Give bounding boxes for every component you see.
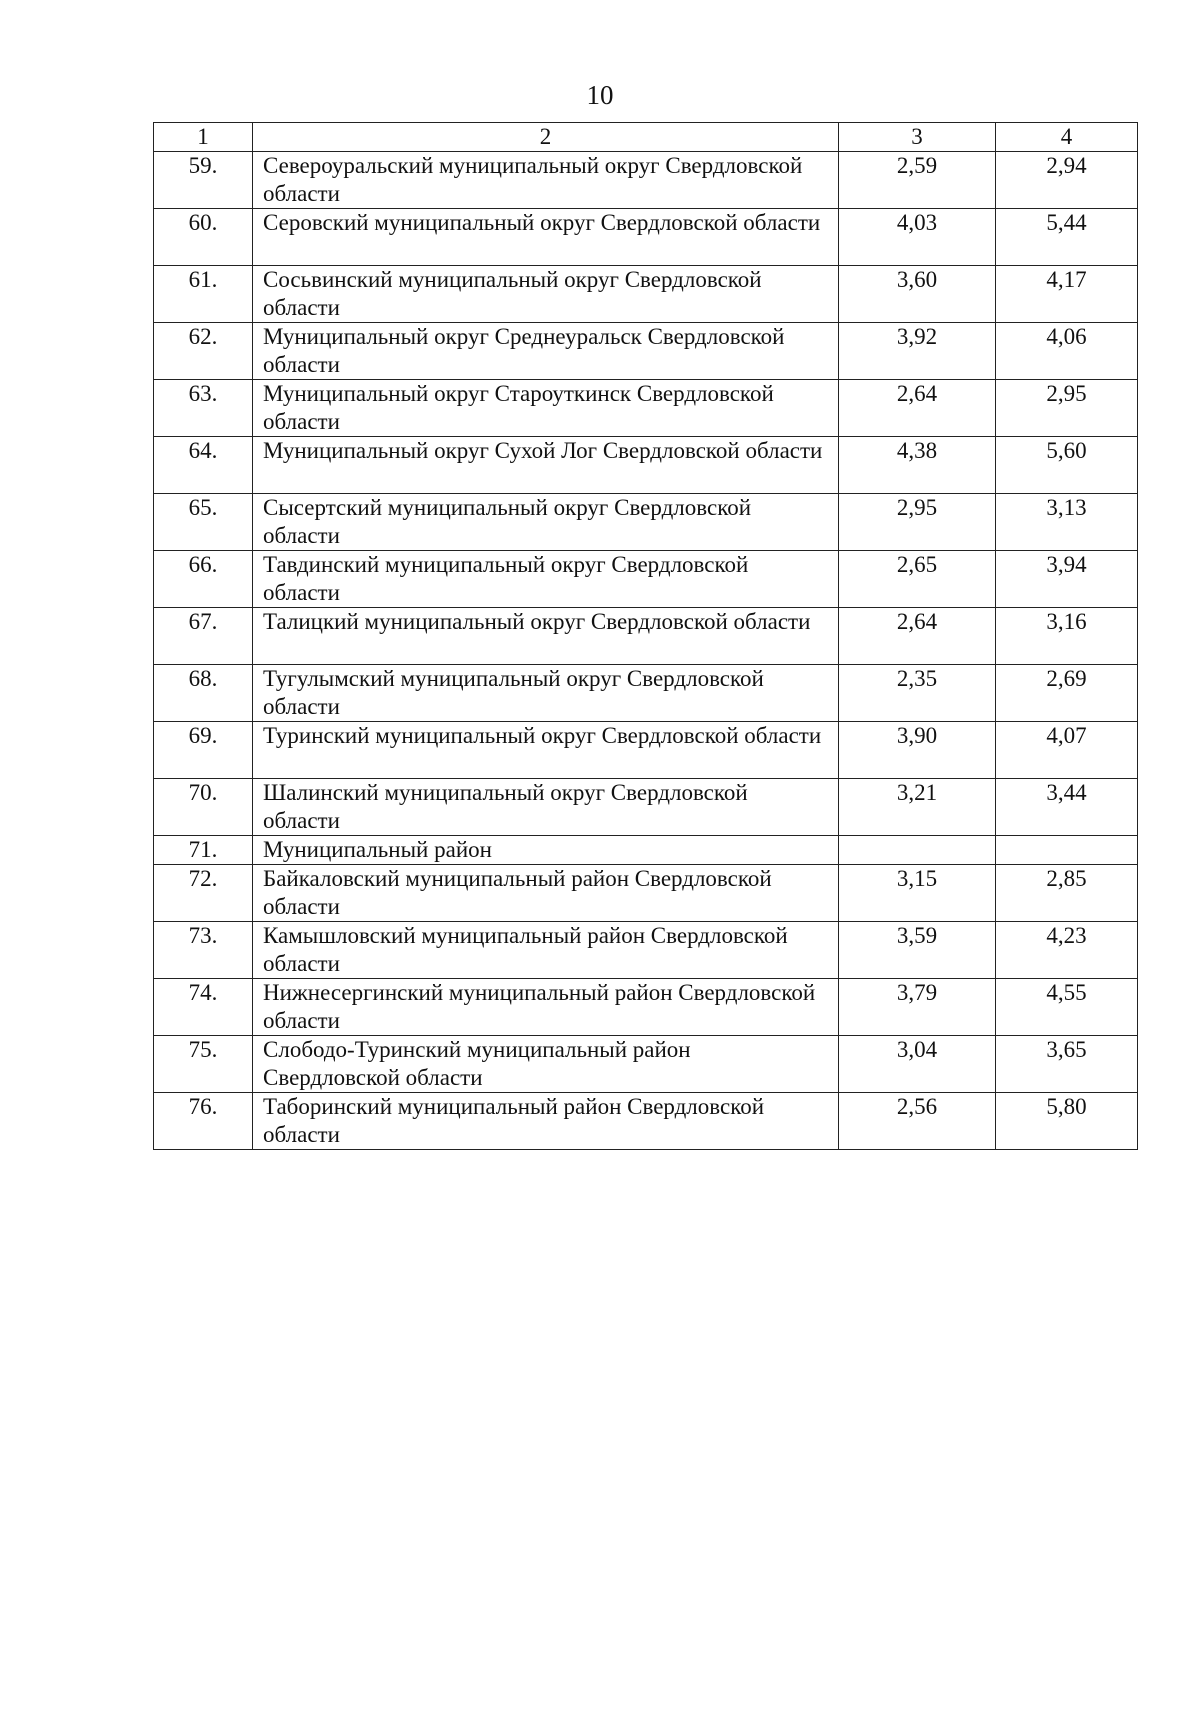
page-number: 10 (586, 80, 614, 110)
header-row (154, 123, 1138, 152)
row-number: 61. (154, 266, 253, 323)
table-row (154, 979, 1138, 1036)
row-name: Шалинский муниципальный округ Свердловской области (253, 779, 839, 836)
row-value-4: 3,94 (996, 551, 1138, 608)
row-value-4: 4,23 (996, 922, 1138, 979)
header-col-4: 4 (996, 123, 1138, 152)
row-number: 71. (154, 836, 253, 865)
row-name: Камышловский муниципальный район Свердловской области (253, 922, 839, 979)
row-value-3: 2,64 (839, 380, 996, 437)
header-col-3: 3 (839, 123, 996, 152)
table-row-section (154, 836, 1138, 865)
row-name: Муниципальный округ Среднеуральск Свердловской области (253, 323, 839, 380)
row-number: 64. (154, 437, 253, 494)
row-value-4: 5,60 (996, 437, 1138, 494)
row-number: 72. (154, 865, 253, 922)
row-value-4: 5,44 (996, 209, 1138, 266)
row-name: Туринский муниципальный округ Свердловской области (253, 722, 839, 779)
row-number: 60. (154, 209, 253, 266)
row-value-4: 4,55 (996, 979, 1138, 1036)
table-header (154, 123, 1138, 152)
row-value-4 (996, 836, 1138, 865)
row-value-3: 2,59 (839, 152, 996, 209)
row-value-3: 3,59 (839, 922, 996, 979)
table-row (154, 608, 1138, 665)
data-table (153, 122, 1138, 1150)
row-value-3: 2,64 (839, 608, 996, 665)
row-value-3: 2,56 (839, 1093, 996, 1150)
table-row (154, 266, 1138, 323)
row-name: Муниципальный округ Сухой Лог Свердловской области (253, 437, 839, 494)
table-row (154, 437, 1138, 494)
row-value-4: 4,06 (996, 323, 1138, 380)
row-name: Муниципальный район (253, 836, 839, 865)
row-value-4: 3,44 (996, 779, 1138, 836)
row-number: 69. (154, 722, 253, 779)
table-row (154, 551, 1138, 608)
row-number: 59. (154, 152, 253, 209)
row-value-3: 3,04 (839, 1036, 996, 1093)
row-value-3: 3,21 (839, 779, 996, 836)
row-value-3: 4,03 (839, 209, 996, 266)
row-name: Тавдинский муниципальный округ Свердловской области (253, 551, 839, 608)
row-value-4: 2,94 (996, 152, 1138, 209)
row-number: 68. (154, 665, 253, 722)
row-value-3: 4,38 (839, 437, 996, 494)
row-number: 66. (154, 551, 253, 608)
row-value-4: 2,95 (996, 380, 1138, 437)
row-value-4: 4,07 (996, 722, 1138, 779)
table-row (154, 323, 1138, 380)
row-value-3: 3,15 (839, 865, 996, 922)
row-value-3 (839, 836, 996, 865)
row-value-4: 5,80 (996, 1093, 1138, 1150)
row-value-4: 4,17 (996, 266, 1138, 323)
header-col-2: 2 (253, 123, 839, 152)
table-row (154, 152, 1138, 209)
row-name: Нижнесергинский муниципальный район Свердловской области (253, 979, 839, 1036)
row-number: 75. (154, 1036, 253, 1093)
row-number: 63. (154, 380, 253, 437)
row-number: 65. (154, 494, 253, 551)
row-name: Североуральский муниципальный округ Свердловской области (253, 152, 839, 209)
row-value-4: 3,16 (996, 608, 1138, 665)
row-name: Слободо-Туринский муниципальный район Свердловской области (253, 1036, 839, 1093)
table-row (154, 922, 1138, 979)
row-value-4: 3,65 (996, 1036, 1138, 1093)
row-value-3: 2,65 (839, 551, 996, 608)
row-number: 62. (154, 323, 253, 380)
row-number: 76. (154, 1093, 253, 1150)
row-name: Таборинский муниципальный район Свердловской области (253, 1093, 839, 1150)
table-row (154, 722, 1138, 779)
table-body (154, 152, 1138, 1150)
row-name: Серовский муниципальный округ Свердловской области (253, 209, 839, 266)
table-row (154, 665, 1138, 722)
table-row (154, 779, 1138, 836)
row-name: Талицкий муниципальный округ Свердловской области (253, 608, 839, 665)
row-number: 67. (154, 608, 253, 665)
row-value-3: 3,90 (839, 722, 996, 779)
row-value-4: 2,69 (996, 665, 1138, 722)
row-value-4: 2,85 (996, 865, 1138, 922)
row-number: 74. (154, 979, 253, 1036)
row-name: Тугулымский муниципальный округ Свердловской области (253, 665, 839, 722)
table-row (154, 1036, 1138, 1093)
row-number: 70. (154, 779, 253, 836)
row-value-3: 2,35 (839, 665, 996, 722)
table-row (154, 494, 1138, 551)
row-name: Сосьвинский муниципальный округ Свердловской области (253, 266, 839, 323)
table-row (154, 1093, 1138, 1150)
table-row (154, 865, 1138, 922)
row-name: Байкаловский муниципальный район Свердловской области (253, 865, 839, 922)
row-name: Сысертский муниципальный округ Свердловской области (253, 494, 839, 551)
row-value-4: 3,13 (996, 494, 1138, 551)
row-name: Муниципальный округ Староуткинск Свердловской области (253, 380, 839, 437)
row-number: 73. (154, 922, 253, 979)
table-row (154, 380, 1138, 437)
row-value-3: 3,92 (839, 323, 996, 380)
row-value-3: 2,95 (839, 494, 996, 551)
row-value-3: 3,60 (839, 266, 996, 323)
row-value-3: 3,79 (839, 979, 996, 1036)
table-row (154, 209, 1138, 266)
header-col-1: 1 (154, 123, 253, 152)
